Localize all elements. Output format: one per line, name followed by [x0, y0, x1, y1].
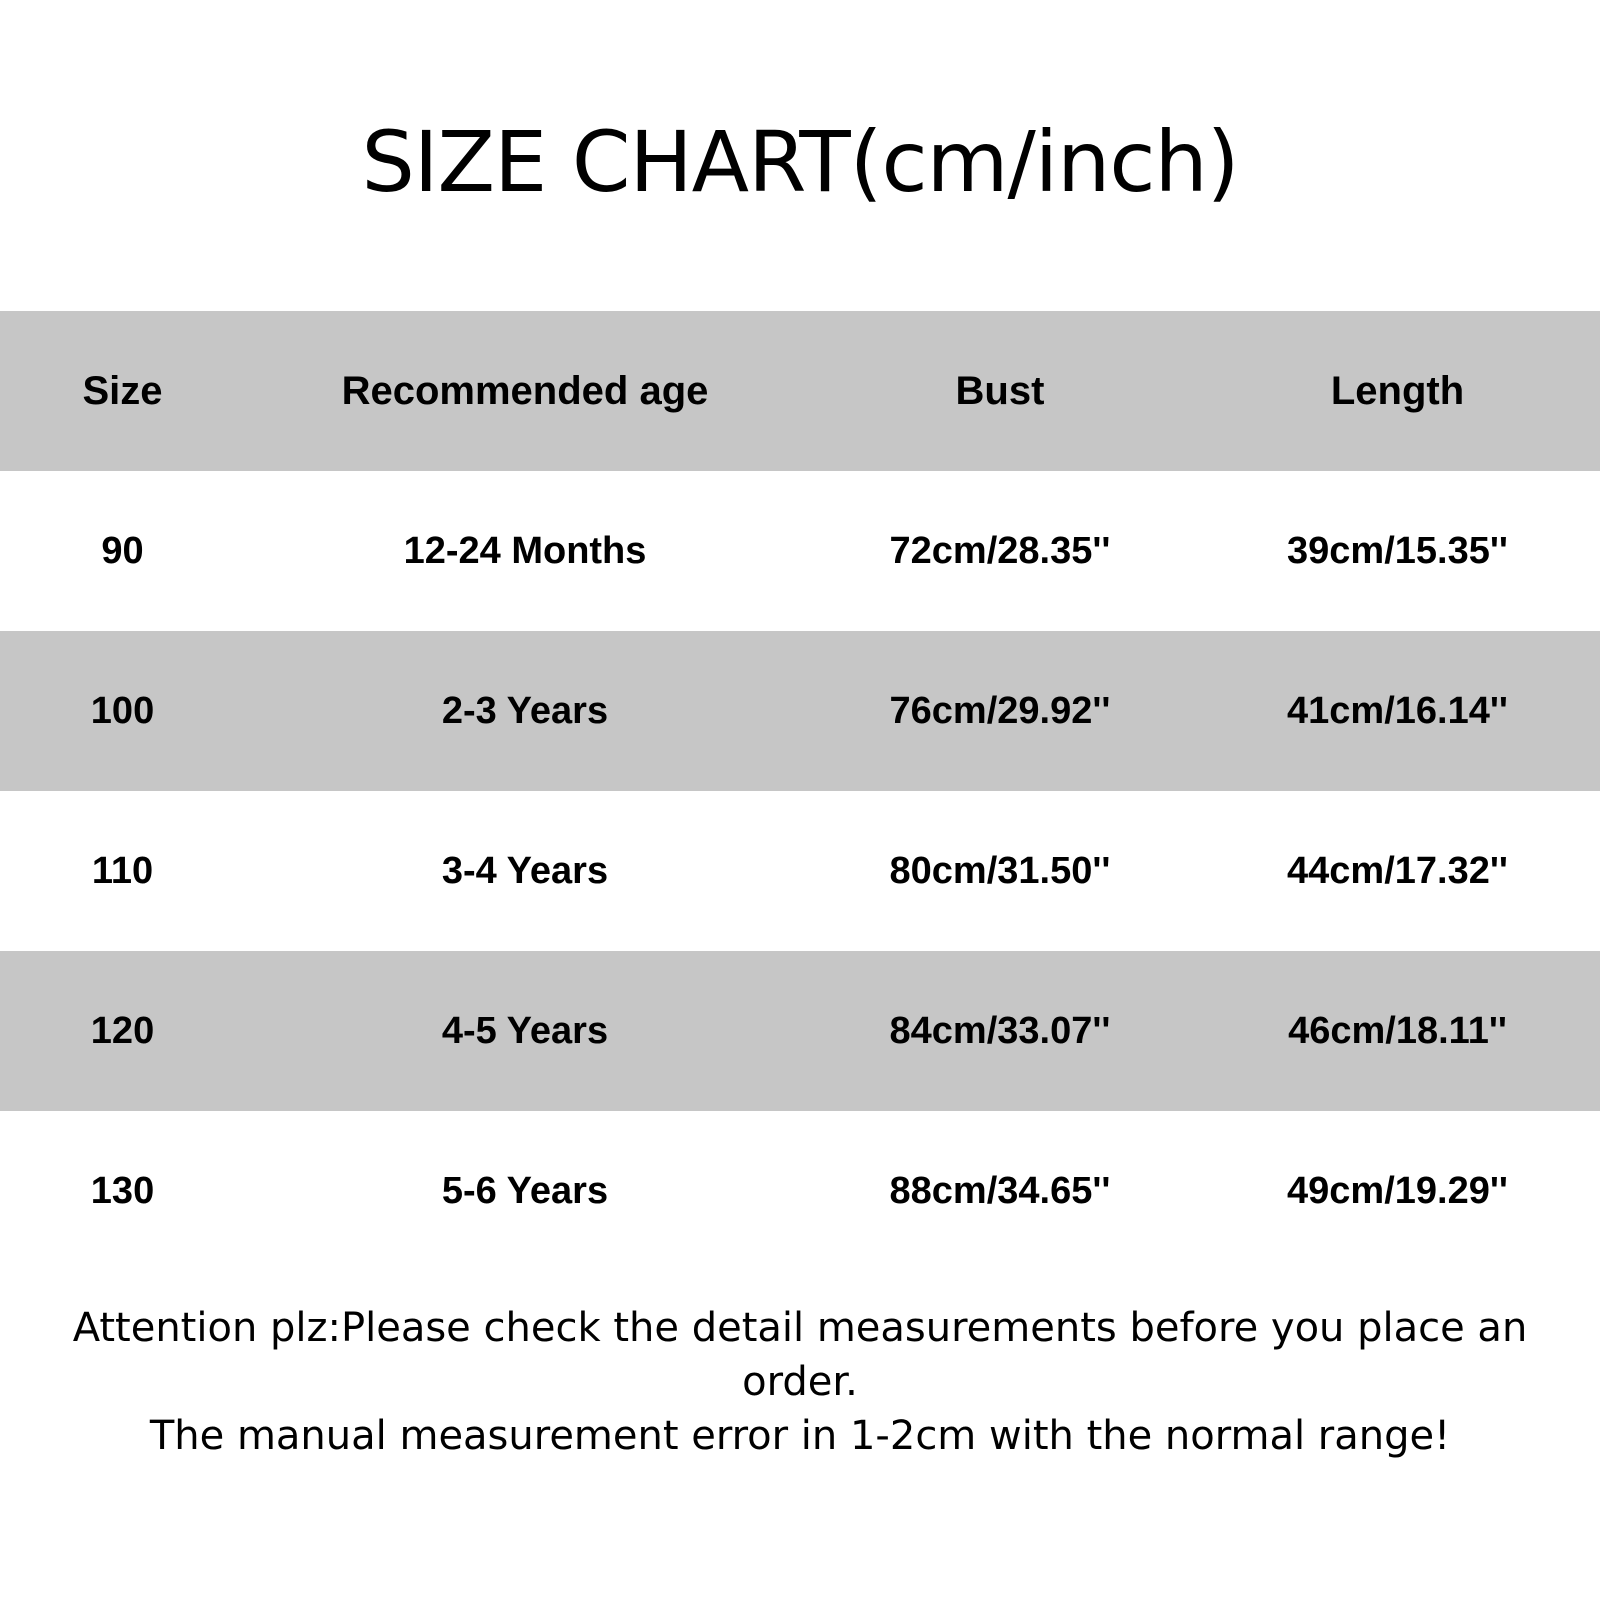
cell-age: 4-5 Years: [441, 1009, 609, 1052]
size-chart-table: [0, 311, 1600, 1271]
cell-bust: 80cm/31.50'': [889, 849, 1111, 892]
cell-length: 49cm/19.29'': [1287, 1169, 1508, 1212]
column-header-bust: Bust: [955, 368, 1045, 413]
cell-size: 120: [90, 1009, 155, 1052]
column-header-size: Size: [82, 368, 163, 413]
column-header-length: Length: [1330, 368, 1465, 413]
note-measurement-error: The manual measurement error in 1-2cm with the normal range!: [149, 1413, 1451, 1460]
cell-size: 100: [90, 689, 155, 732]
cell-age: 5-6 Years: [441, 1169, 609, 1212]
table-row: [0, 471, 1600, 631]
notes-block: [0, 1301, 1600, 1463]
note-attention: Attention plz:Please check the detail measurements before you place an order.: [72, 1305, 1528, 1406]
cell-size: 110: [91, 849, 154, 892]
cell-bust: 76cm/29.92'': [889, 689, 1111, 732]
cell-bust: 88cm/34.65'': [889, 1169, 1111, 1212]
cell-age: 3-4 Years: [441, 849, 609, 892]
cell-length: 41cm/16.14'': [1287, 689, 1508, 732]
cell-age: 12-24 Months: [403, 529, 647, 572]
cell-bust: 72cm/28.35'': [889, 529, 1111, 572]
cell-age: 2-3 Years: [441, 689, 609, 732]
cell-length: 46cm/18.11'': [1288, 1009, 1507, 1052]
table-row: [0, 1111, 1600, 1271]
cell-length: 39cm/15.35'': [1287, 529, 1508, 572]
table-header-row: [0, 311, 1600, 471]
table-row: [0, 951, 1600, 1111]
table-row: [0, 791, 1600, 951]
cell-size: 130: [90, 1169, 155, 1212]
column-header-recommended-age: Recommended age: [341, 368, 709, 413]
cell-length: 44cm/17.32'': [1287, 849, 1508, 892]
table-row: [0, 631, 1600, 791]
page-title: SIZE CHART(cm/inch): [361, 113, 1239, 211]
cell-bust: 84cm/33.07'': [889, 1009, 1111, 1052]
cell-size: 90: [101, 529, 144, 572]
